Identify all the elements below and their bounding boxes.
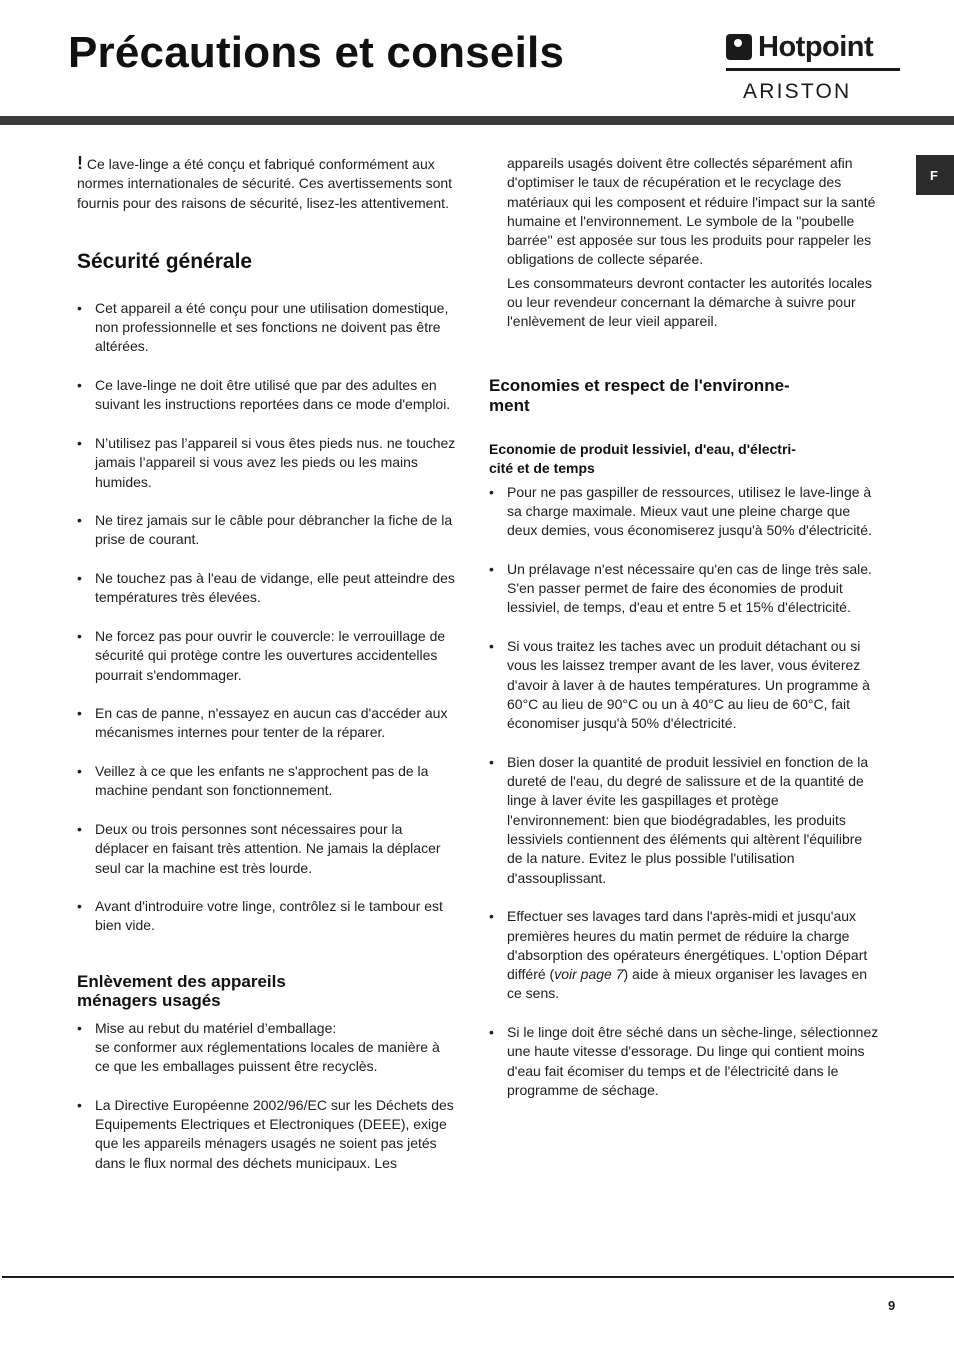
sub-brand: ARISTON: [743, 80, 852, 103]
brand-underline: [726, 68, 900, 71]
list-item: • Si le linge doit être séché dans un sèche-linge, sélectionnez une haute vitesse d'essorage. Du linge qui contient moins d'eau fait écomiser du temps et de l'électricité dans le programme de séchage.: [489, 1023, 881, 1100]
list-item-text: ) aide à mieux organiser les lavages en ce sens.: [507, 966, 868, 1002]
brand-logo: [726, 30, 900, 102]
section-title-disposal-line1: Enlèvement des appareils: [77, 971, 286, 991]
page-title: Précautions et conseils: [68, 28, 565, 77]
list-item: • Si vous traitez les taches avec un produit détachant ou si vous les laissez tremper avant de les laver, vous éviterez d'avoir à laver à de hautes températures. Un programme à 60°C au lieu de 90°C ou un à 40°C au lieu de 60°C, fait économiser jusqu'à 50% d'électricité.: [489, 637, 881, 733]
intro-paragraph: [77, 154, 457, 213]
list-item: • Cet appareil a été conçu pour une utilisation domestique, non professionnelle et ses fonctions ne doivent pas être altérées.: [77, 299, 457, 357]
section-title-disposal-line2: ménagers usagés: [77, 990, 221, 1010]
subsection-title-savings: [489, 440, 881, 478]
list-item: • Deux ou trois personnes sont nécessaires pour la déplacer en faisant très attention. Ne jamais la déplacer seul car la machine est très lourde.: [77, 820, 457, 878]
section-title-economy-line1: Economies et respect de l'environne-: [489, 375, 790, 395]
list-item: • En cas de panne, n'essayez en aucun cas d'accéder aux mécanismes internes pour tenter de la réparer.: [77, 704, 457, 743]
economy-list: [489, 483, 881, 1101]
disposal-list: [77, 1019, 457, 1173]
list-item: [77, 1019, 457, 1077]
list-item: • Ne touchez pas à l'eau de vidange, elle peut atteindre des températures très élevées.: [77, 569, 457, 608]
list-item: • Avant d'introduire votre linge, contrôlez si le tambour est bien vide.: [77, 897, 457, 936]
language-tab: F: [916, 155, 954, 195]
disposal-item-label: Mise au rebut du matériel d’emballage:: [95, 1019, 337, 1036]
brand-name: Hotpoint: [758, 30, 874, 63]
disposal-continuation: appareils usagés doivent être collectés séparément afin d'optimiser le taux de récupération et le recyclage des matériaux qui les composent et réduire l'impact sur la santé humaine et l'environnement. Le symbole de la ''poubelle barrée'' est apposée sur tous les produits pour rappeler les obligations de collecte séparée.: [507, 155, 876, 268]
intro-text: Ce lave-linge a été conçu et fabriqué conformément aux normes internationales de sécurité. Ces avertissements sont fournis pour des raisons de sécurité, lisez-les attentivement.: [77, 156, 453, 211]
header-divider: [0, 116, 954, 125]
list-item: • Bien doser la quantité de produit lessiviel en fonction de la dureté de l'eau, du degré de salissure et de la quantité de linge à laver évite les gaspillages et protège l'environnement: bien que biodégradables, les produits lessiviels contiennent des éléments qui altèrent l'équilibre de la nature. Evitez le plus possible l'utilisation d'assouplissant.: [489, 753, 881, 888]
list-item: • Ce lave-linge ne doit être utilisé que par des adultes en suivant les instructions reportées dans ce mode d'emploi.: [77, 376, 457, 415]
list-item: • Ne tirez jamais sur le câble pour débrancher la fiche de la prise de courant.: [77, 511, 457, 550]
consumers-paragraph: Les consommateurs devront contacter les autorités locales ou leur revendeur concernant la démarche à suivre pour l'enlèvement de leur vieil appareil.: [507, 274, 872, 330]
section-title-general-safety: Sécurité générale: [77, 249, 253, 273]
warning-mark: !: [77, 153, 83, 173]
section-title-disposal: [77, 972, 457, 1010]
list-item: • N’utilisez pas l’appareil si vous êtes pieds nus. ne touchez jamais l’appareil si vous avez les pieds ou les mains humides.: [77, 434, 457, 492]
list-item: • Veillez à ce que les enfants ne s'approchent pas de la machine pendant son fonctionnement.: [77, 762, 457, 801]
list-item-text: Effectuer ses lavages tard dans l'après-midi et jusqu'aux premières heures du matin permet de réduire la charge d'absorption des opérateurs énergétiques. L'option Départ différé (: [507, 908, 868, 983]
list-item: [489, 907, 881, 1003]
section-title-economy-line2: ment: [489, 395, 530, 415]
disposal-item-text: se conformer aux réglementations locales de manière à ce que les emballages puissent être recyclès.: [95, 1038, 440, 1075]
brand-mark-icon: [726, 34, 752, 60]
general-safety-list: [77, 299, 457, 936]
subsection-title-savings-line2: cité et de temps: [489, 459, 595, 476]
section-title-economy: [489, 376, 881, 416]
right-column: [489, 154, 881, 1100]
page-reference: voir page 7: [554, 966, 624, 983]
list-item: • Un prélavage n'est nécessaire qu'en cas de linge très sale. S'en passer permet de faire des économies de produit lessiviel, de temps, d'eau et entre 5 et 15% d'électricité.: [489, 560, 881, 618]
list-item: • Ne forcez pas pour ouvrir le couvercle: le verrouillage de sécurité qui protège contre les ouvertures accidentelles pourrait s'endommager.: [77, 627, 457, 685]
page-number: 9: [888, 1298, 896, 1313]
list-item: • La Directive Européenne 2002/96/EC sur les Déchets des Equipements Electriques et Electroniques (DEEE), exige que les appareils ménagers usagés ne soient pas jetés dans le flux normal des déchets municipaux. Les: [77, 1096, 457, 1173]
subsection-title-savings-line1: Economie de produit lessiviel, d'eau, d'électri-: [489, 440, 796, 457]
left-column: [77, 154, 457, 1173]
list-item: • Pour ne pas gaspiller de ressources, utilisez le lave-linge à sa charge maximale. Mieux vaut une pleine charge que deux demies, vous économiserez jusqu'à 50% d'électricité.: [489, 483, 881, 541]
footer-divider: [2, 1276, 954, 1278]
